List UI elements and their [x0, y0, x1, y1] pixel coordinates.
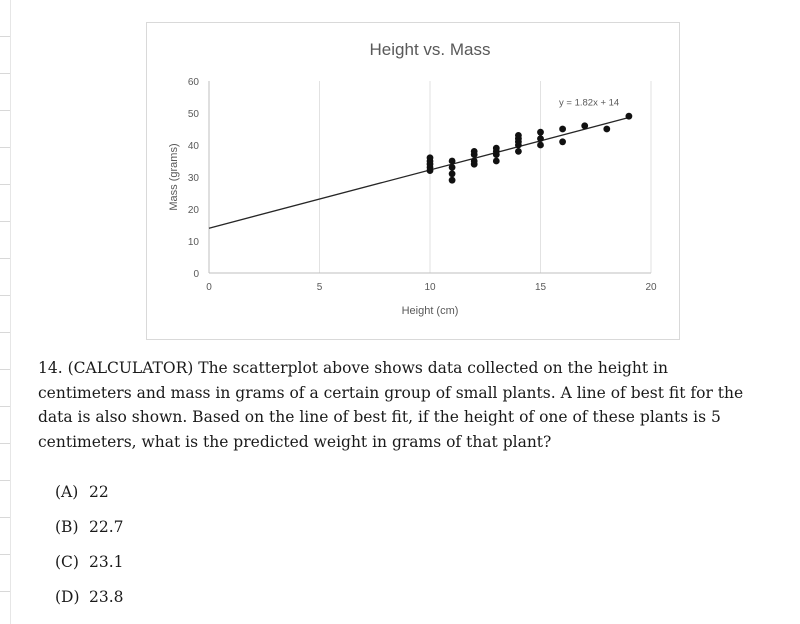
- y-tick-label: 0: [193, 269, 199, 280]
- data-point: [449, 170, 456, 177]
- data-point: [427, 154, 434, 161]
- scatter-chart: [146, 22, 680, 340]
- y-tick-label: 60: [187, 77, 199, 88]
- data-point: [471, 148, 478, 155]
- data-point: [581, 122, 588, 129]
- choice-a[interactable]: [55, 474, 124, 509]
- x-tick-label: 15: [534, 282, 547, 293]
- data-point: [626, 113, 633, 120]
- choice-b[interactable]: [55, 509, 124, 544]
- data-point: [537, 135, 544, 142]
- choice-c[interactable]: [55, 544, 124, 579]
- x-tick-label: 10: [424, 282, 436, 293]
- question-number: 14.: [38, 359, 63, 377]
- choice-c-value: 23.1: [89, 552, 124, 571]
- data-point: [449, 164, 456, 171]
- y-axis-label: Mass (grams): [168, 143, 180, 211]
- x-tick-label: 0: [206, 282, 212, 293]
- question-text: (CALCULATOR) The scatterplot above shows data collected on the height in centimeters and mass in grams of a certain group of small plants. A line of best fit for the data is also shown. Based on the line of best fit, if the height of one of these plants is 5 centimeters, what is the predicted weight in grams of that plant?: [38, 359, 744, 451]
- data-point: [449, 177, 456, 184]
- y-tick-label: 40: [187, 141, 199, 152]
- data-point: [603, 126, 610, 133]
- choice-a-value: 22: [89, 482, 109, 501]
- y-tick-label: 50: [187, 109, 199, 120]
- data-point: [515, 148, 522, 155]
- data-point: [559, 138, 566, 145]
- y-tick-label: 30: [187, 173, 199, 184]
- x-axis-label: Height (cm): [401, 305, 459, 317]
- x-tick-label: 20: [645, 282, 657, 293]
- page-margin-rule: [0, 0, 11, 624]
- y-tick-label: 10: [187, 237, 199, 248]
- data-point: [493, 158, 500, 165]
- data-point: [515, 132, 522, 139]
- choice-c-letter: (C): [55, 552, 79, 571]
- choice-b-value: 22.7: [89, 517, 124, 536]
- choice-d-value: 23.8: [89, 587, 124, 606]
- chart-svg: [147, 23, 679, 339]
- question-block: [38, 356, 766, 454]
- trendline: [209, 118, 629, 229]
- x-tick-label: 5: [316, 282, 323, 293]
- choice-d[interactable]: [55, 579, 124, 614]
- data-point: [493, 145, 500, 152]
- data-point: [537, 129, 544, 136]
- y-tick-label: 20: [187, 205, 199, 216]
- data-point: [449, 158, 456, 165]
- choice-a-letter: (A): [55, 482, 79, 501]
- data-point: [471, 158, 478, 165]
- choice-b-letter: (B): [55, 517, 79, 536]
- data-point: [537, 142, 544, 149]
- data-point: [559, 126, 566, 133]
- choice-d-letter: (D): [55, 587, 80, 606]
- answer-choices: [55, 474, 124, 614]
- chart-title: Height vs. Mass: [369, 40, 491, 59]
- trendline-equation: y = 1.82x + 14: [559, 97, 620, 109]
